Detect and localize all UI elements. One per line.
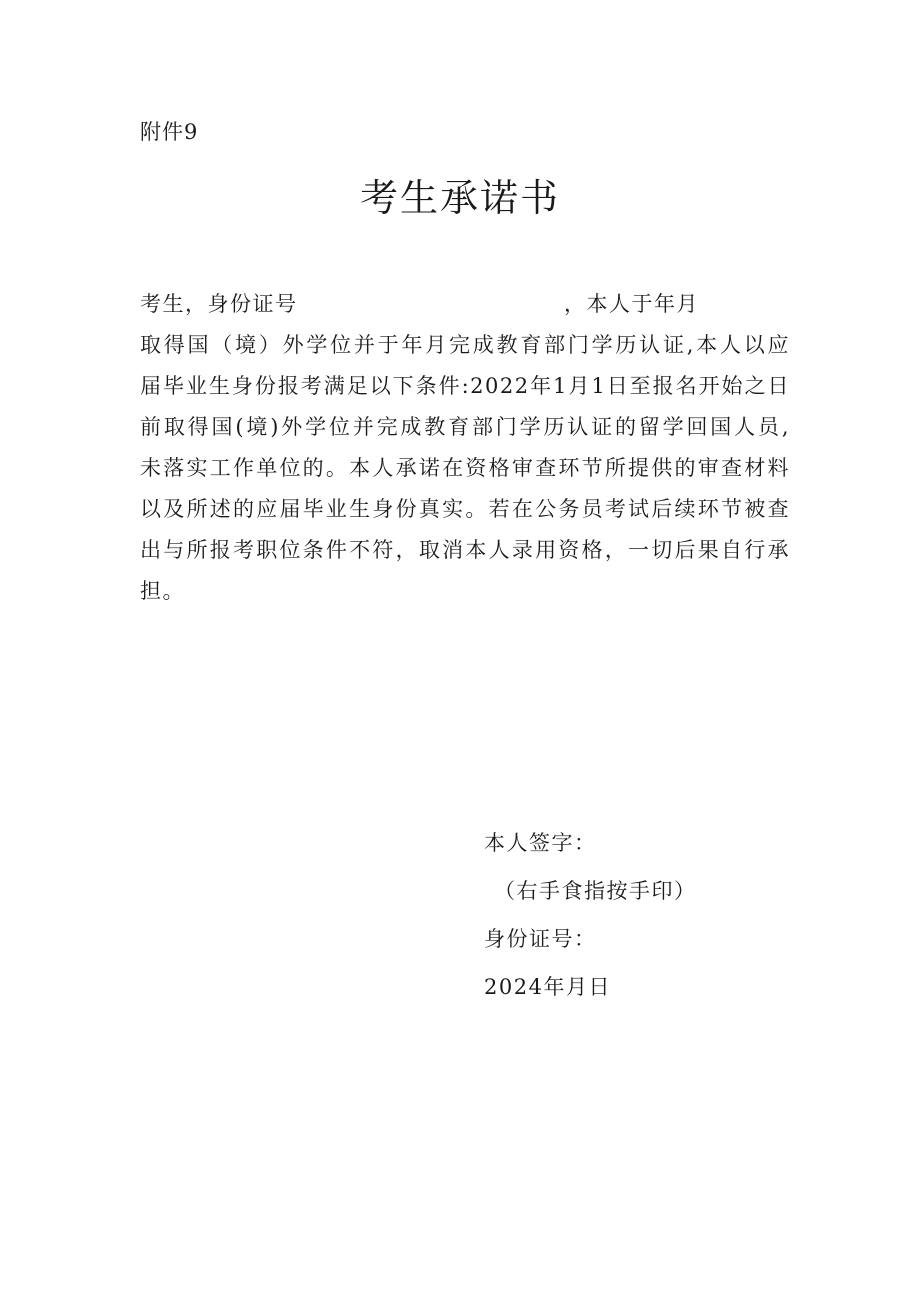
pledge-line-3: 届毕业生身份报考满足以下条件:2022年1月1日至报名开始之日: [140, 374, 790, 398]
pledge-line-1: [140, 284, 790, 325]
pledge-line-6: 以及所述的应届毕业生身份真实。若在公务员考试后续环节被查: [140, 497, 790, 521]
signature-date: 2024年月日: [484, 975, 611, 999]
pledge-line-2: 取得国（境）外学位并于年月完成教育部门学历认证,本人以应: [140, 333, 790, 357]
fingerprint-note: （右手食指按手印）: [494, 879, 697, 903]
document-title: 考生承诺书: [359, 176, 560, 220]
id-number-label: 身份证号：: [484, 927, 597, 951]
pledge-body: [140, 284, 790, 612]
signature-block: [484, 826, 697, 1018]
pledge-line-8: 担。: [140, 579, 185, 603]
pledge-line-4: 前取得国(境)外学位并完成教育部门学历认证的留学回国人员,: [140, 415, 790, 439]
signature-label: 本人签字：: [484, 831, 597, 855]
attachment-label: 附件9: [140, 120, 199, 144]
pledge-line-7: 出与所报考职位条件不符，取消本人录用资格，一切后果自行承: [140, 538, 790, 562]
candidate-id-prefix: 考生，身份证号: [140, 292, 298, 316]
pledge-line-5: 未落实工作单位的。本人承诺在资格审查环节所提供的审查材料: [140, 456, 790, 480]
degree-date-prefix: ，本人于年月: [564, 292, 699, 316]
